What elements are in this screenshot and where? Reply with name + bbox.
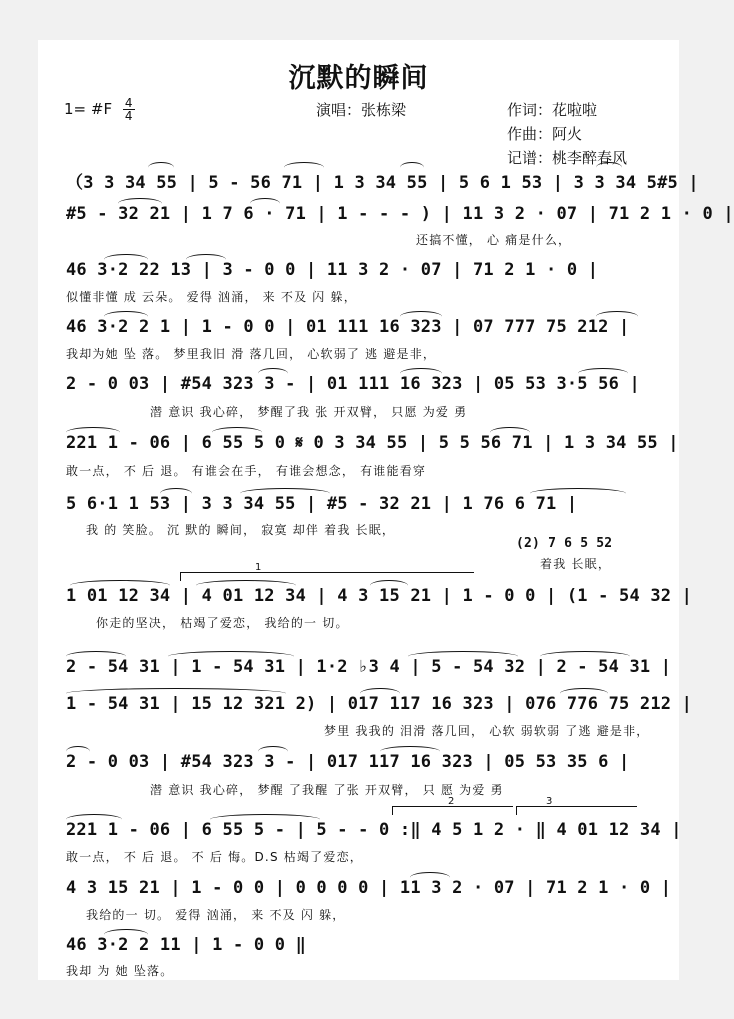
volta-number-2: 2 [448, 796, 455, 807]
notation-line-14: 46 3·2 2 11 | 1 - 0 0 ‖ [66, 935, 307, 955]
time-numerator: 4 [124, 96, 133, 110]
slur [210, 814, 320, 825]
lyrics-line-8: 你走的坚决， 枯竭了爱恋， 我给的一 切。 [96, 616, 349, 630]
slur [66, 427, 120, 438]
slur [104, 311, 148, 322]
lyrics-line-7: 我 的 笑脸。 沉 默的 瞬间， 寂寞 却伴 着我 长眠， [86, 523, 396, 537]
notation-line-11: 2 - 0 03 | #54 323 3 - | 017 117 16 323 | 05 53 35 6 | [66, 752, 630, 772]
slur [370, 580, 408, 591]
slur [250, 198, 280, 209]
time-denominator: 4 [124, 109, 133, 123]
volta-number-3: 3 [546, 796, 553, 807]
notation-line-13: 4 3 15 21 | 1 - 0 0 | 0 0 0 0 | 11 3 2 · 07 | 71 2 1 · 0 | [66, 878, 672, 898]
slur [168, 651, 294, 662]
slur [360, 688, 400, 699]
alt-ending-notation: (2) 7 6 5 52 [516, 536, 613, 551]
notation-line-12: 221 1 - 06 | 6 55 5 - | 5 - - 0 :‖ 4 5 1 2 · ‖ 4 01 12 34 | [66, 820, 682, 840]
lyrics-line-2: 还搞不懂， 心 痛是什么， [416, 233, 572, 247]
lyrics-line-4: 我却为她 坠 落。 梦里我旧 滑 落几回， 心软弱了 逃 避是非， [66, 347, 437, 361]
slur [104, 929, 148, 940]
song-title: 沉默的瞬间 [288, 63, 429, 94]
lyrics-line-12: 敢一点， 不 后 退。 不 后 悔。D.S 枯竭了爱恋， [66, 850, 363, 864]
slur [70, 580, 170, 591]
slur [540, 651, 630, 662]
slur [66, 688, 286, 699]
slur [578, 368, 628, 379]
slur [66, 651, 126, 662]
lyrics-line-3: 似懂非懂 成 云朵。 爱得 汹涌， 来 不及 闪 躲， [66, 290, 357, 304]
singer-credit: 演唱：张栋梁 [316, 101, 407, 119]
notation-line-6: 221 1 - 06 | 6 55 5 0 𝄋 0 3 34 55 | 5 5 56 71 | 1 3 34 55 | [66, 433, 679, 453]
lyrics-line-6: 敢一点， 不 后 退。 有谁会在手， 有谁会想念， 有谁能看穿 [66, 464, 427, 478]
slur [66, 814, 122, 825]
transcriber-credit: 记谱：桃李醉春风 [507, 149, 628, 167]
slur [400, 368, 442, 379]
alt-ending-lyrics: 着我 长眠， [540, 557, 612, 571]
slur [530, 488, 626, 499]
lyricist-credit: 作词：花啦啦 [507, 101, 598, 119]
volta-bracket-2 [392, 806, 513, 815]
slur [186, 254, 226, 265]
volta-number-1: 1 [255, 562, 262, 573]
lyrics-line-11: 潜 意识 我心碎， 梦醒 了我醒 了张 开双臂， 只 愿 为爱 勇 [150, 783, 504, 797]
slur [240, 488, 330, 499]
lyrics-line-5: 潜 意识 我心碎， 梦醒了我 张 开双臂， 只愿 为爱 勇 [150, 405, 468, 419]
notation-line-2: #5 - 32 21 | 1 7 6 · 71 | 1 - - - ) | 11 3 2 · 07 | 71 2 1 · 0 | [66, 204, 734, 224]
slur [160, 488, 192, 499]
slur [400, 162, 424, 173]
slur [196, 580, 296, 591]
slur [596, 311, 638, 322]
notation-line-7: 5 6·1 1 53 | 3 3 34 55 | #5 - 32 21 | 1 76 6 71 | [66, 494, 578, 514]
slur [490, 427, 530, 438]
notation-line-9: 2 - 54 31 | 1 - 54 31 | 1·2 ♭3 4 | 5 - 54 32 | 2 - 54 31 | [66, 657, 672, 677]
lyrics-line-14: 我却 为 她 坠落。 [66, 964, 174, 978]
notation-line-1: （3 3 34 55 | 5 - 56 71 | 1 3 34 55 | 5 6 1 53 | 3 3 34 5#5 | [66, 173, 699, 193]
slur [410, 872, 450, 883]
notation-line-10: 1 - 54 31 | 15 12 321 2) | 017 117 16 323 | 076 776 75 212 | [66, 694, 693, 714]
slur [400, 311, 442, 322]
lyrics-line-13: 我给的一 切。 爱得 汹涌， 来 不及 闪 躲， [86, 908, 346, 922]
notation-line-4: 46 3·2 2 1 | 1 - 0 0 | 01 111 16 323 | 07 777 75 212 | [66, 317, 630, 337]
time-signature [123, 97, 135, 122]
slur [408, 651, 518, 662]
slur [212, 427, 262, 438]
notation-line-8: 1 01 12 34 | 4 01 12 34 | 4 3 15 21 | 1 - 0 0 | (1 - 54 32 | [66, 586, 693, 606]
slur [148, 162, 174, 173]
key-label: 1= #F [64, 100, 113, 118]
slur [104, 254, 148, 265]
slur [258, 368, 288, 379]
key-signature [64, 97, 135, 122]
volta-bracket-3 [516, 806, 637, 815]
slur [118, 198, 162, 209]
slur [258, 746, 288, 757]
slur [560, 688, 608, 699]
slur [66, 746, 90, 757]
lyrics-line-10: 梦里 我我的 泪滑 落几回， 心软 弱软弱 了逃 避是非， [324, 724, 650, 738]
slur [596, 162, 622, 173]
slur [284, 162, 324, 173]
notation-line-5: 2 - 0 03 | #54 323 3 - | 01 111 16 323 | 05 53 3·5 56 | [66, 374, 640, 394]
composer-credit: 作曲：阿火 [507, 125, 583, 143]
slur [380, 746, 440, 757]
notation-line-3: 46 3·2 22 13 | 3 - 0 0 | 11 3 2 · 07 | 71 2 1 · 0 | [66, 260, 599, 280]
